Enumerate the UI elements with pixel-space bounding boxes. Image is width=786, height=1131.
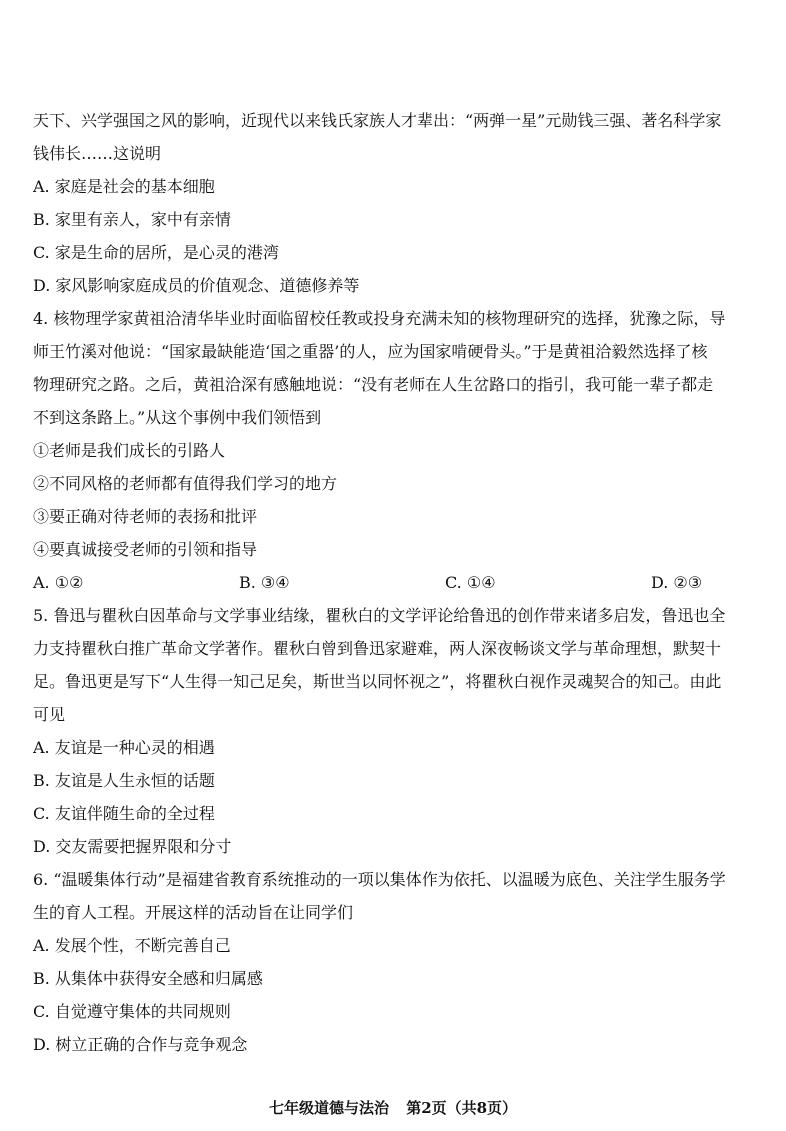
q4-option-a: A. ①② [33,573,84,592]
q6-option-c: C. 自觉遵守集体的共同规则 [33,1002,231,1021]
q5-option-b: B. 友谊是人生永恒的话题 [33,771,215,790]
q6-option-d: D. 树立正确的合作与竞争观念 [33,1035,248,1054]
q5-option-d: D. 交友需要把握界限和分寸 [33,837,232,856]
q4-statement-2: ②不同风格的老师都有值得我们学习的地方 [33,474,338,493]
question-6 [33,863,763,1061]
q4-stem-line: 4. 核物理学家黄祖洽清华毕业时面临留校任教或投身充满未知的核物理研究的选择，犹豫之际，导 [33,309,726,328]
question-4 [33,302,763,599]
q4-statement-1: ①老师是我们成长的引路人 [33,441,226,460]
exam-page-content [33,104,763,1061]
question-5 [33,599,763,863]
q4-stem-line: 物理研究之路。之后，黄祖洽深有感触地说：“没有老师在人生岔路口的指引，我可能一辈子都走 [33,375,714,394]
q4-option-b: B. ③④ [239,573,290,592]
q4-stem-line: 师王竹溪对他说：“国家最缺能造‘国之重器’的人，应为国家啃硬骨头。”于是黄祖洽毅然选择了核 [33,342,708,361]
q4-statement-3: ③要正确对待老师的表扬和批评 [33,507,258,526]
q4-statement-4: ④要真诚接受老师的引领和指导 [33,540,258,559]
q4-options-row [33,566,763,599]
q4-stem-line: 不到这条路上。”从这个事例中我们领悟到 [33,408,322,427]
q4-option-d: D. ②③ [651,573,703,592]
q3-option-c: C. 家是生命的居所，是心灵的港湾 [33,243,279,262]
footer-subject: 七年级道德与法治 [268,1099,389,1117]
q3-option-a: A. 家庭是社会的基本细胞 [33,177,215,196]
footer-page-number: 第2页（共8页） [406,1099,518,1117]
page-footer [0,1097,786,1118]
q4-option-c: C. ①④ [445,573,496,592]
q6-stem-line: 6. “温暖集体行动”是福建省教育系统推动的一项以集体作为依托、以温暖为底色、关注学生服务学 [33,870,726,889]
q5-option-a: A. 友谊是一种心灵的相遇 [33,738,215,757]
q6-stem-line: 生的育人工程。开展这样的活动旨在让同学们 [33,903,354,922]
q6-option-b: B. 从集体中获得安全感和归属感 [33,969,263,988]
q5-stem-line: 5. 鲁迅与瞿秋白因革命与文学事业结缘，瞿秋白的文学评论给鲁迅的创作带来诸多启发，鲁迅也全 [33,606,726,625]
q5-option-c: C. 友谊伴随生命的全过程 [33,804,215,823]
q3-option-d: D. 家风影响家庭成员的价值观念、道德修养等 [33,276,360,295]
q6-option-a: A. 发展个性，不断完善自己 [33,936,231,955]
q3-option-b: B. 家里有亲人，家中有亲情 [33,210,231,229]
q3-stem-line: 天下、兴学强国之风的影响，近现代以来钱氏家族人才辈出：“两弹一星”元勋钱三强、著名科学家 [33,111,722,130]
question-3 [33,104,763,302]
q5-stem-line: 可见 [33,705,66,724]
q5-stem-line: 力支持瞿秋白推广革命文学著作。瞿秋白曾到鲁迅家避难，两人深夜畅谈文学与革命理想，默契十 [33,639,722,658]
q5-stem-line: 足。鲁迅更是写下“人生得一知己足矣，斯世当以同怀视之”，将瞿秋白视作灵魂契合的知己。由此 [33,672,722,691]
q3-stem-line: 钱伟长……这说明 [33,144,162,163]
